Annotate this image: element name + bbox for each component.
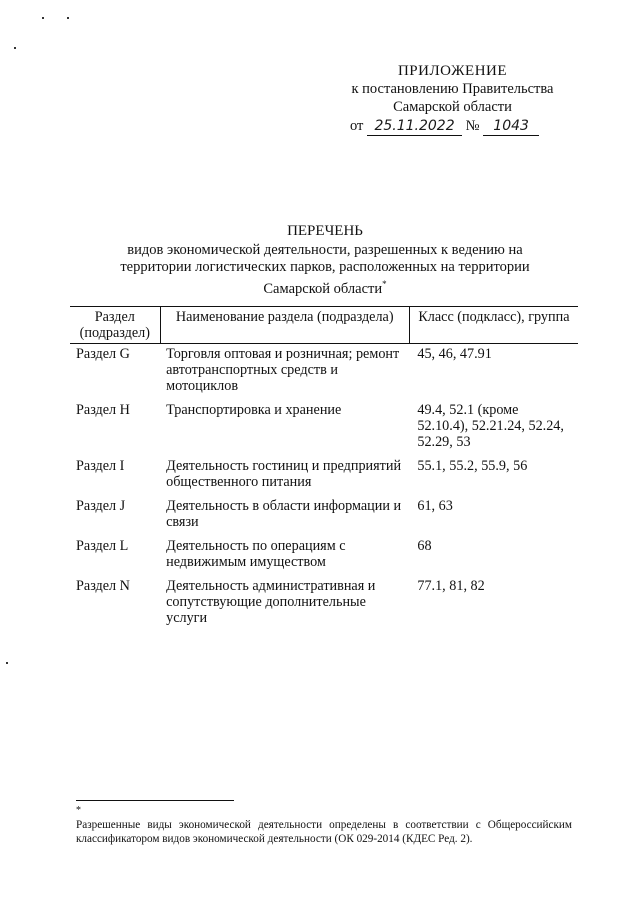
cell-codes: 45, 46, 47.91 [417, 346, 492, 362]
cell-section: Раздел L [76, 538, 129, 554]
annex-line-1: к постановлению Правительства [351, 81, 554, 97]
date-prefix: от [350, 118, 364, 134]
header-section: Раздел (подраздел) [70, 307, 160, 344]
title-line-2: территории логистических парков, расположенных на территории [120, 259, 530, 275]
cell-codes: 55.1, 55.2, 55.9, 56 [417, 458, 528, 474]
cell-name: Деятельность гостиниц и предприятий общественного питания [166, 458, 402, 490]
footnote-separator [76, 800, 234, 801]
table-header-row [70, 307, 578, 344]
cell-name: Деятельность административная и сопутствующие дополнительные услуги [166, 578, 376, 626]
title-footnote-mark: * [382, 279, 387, 289]
handwritten-date: 25.11.2022 [367, 117, 462, 136]
annex-header [330, 62, 575, 136]
header-name: Наименование раздела (подраздела) [160, 307, 409, 344]
table-row [70, 576, 578, 632]
cell-name: Транспортировка и хранение [166, 402, 342, 418]
footnote-text: Разрешенные виды экономической деятельности определены в соответствии с Общероссийским классификатором видов экономической деятельности (ОК 029-2014 (КДЕС Ред. 2). [76, 819, 572, 845]
cell-codes: 77.1, 81, 82 [417, 578, 485, 594]
cell-codes: 61, 63 [417, 498, 453, 514]
activities-table [70, 306, 578, 632]
annex-heading: ПРИЛОЖЕНИЕ [397, 63, 508, 79]
cell-section: Раздел G [76, 346, 130, 362]
cell-name: Торговля оптовая и розничная; ремонт автотранспортных средств и мотоциклов [166, 346, 400, 394]
table-row [70, 496, 578, 536]
cell-codes: 49.4, 52.1 (кроме 52.10.4), 52.21.24, 52.24, 52.29, 53 [417, 402, 564, 450]
title-line-1: видов экономической деятельности, разрешенных к ведению на [127, 242, 523, 258]
cell-section: Раздел H [76, 402, 130, 418]
cell-name: Деятельность по операциям с недвижимым имуществом [166, 538, 346, 570]
cell-name: Деятельность в области информации и связи [166, 498, 402, 530]
number-prefix: № [465, 118, 480, 134]
annex-line-2: Самарской области [393, 99, 512, 115]
table-row [70, 456, 578, 496]
cell-codes: 68 [417, 538, 432, 554]
table-row [70, 536, 578, 576]
scan-speck [14, 47, 16, 49]
footnote [76, 804, 572, 846]
table-row [70, 400, 578, 456]
scan-speck [6, 662, 8, 664]
cell-section: Раздел I [76, 458, 125, 474]
scan-speck [67, 17, 69, 19]
title-line-3: Самарской области* [263, 279, 387, 297]
title-heading: ПЕРЕЧЕНЬ [287, 223, 363, 239]
table-row [70, 344, 578, 401]
cell-section: Раздел N [76, 578, 130, 594]
annex-date-line [330, 117, 575, 136]
scan-speck [42, 17, 44, 19]
footnote-mark: * [76, 805, 81, 816]
document-title [100, 223, 550, 298]
cell-section: Раздел J [76, 498, 126, 514]
handwritten-number: 1043 [483, 117, 539, 136]
header-codes: Класс (подкласс), группа [409, 307, 578, 344]
